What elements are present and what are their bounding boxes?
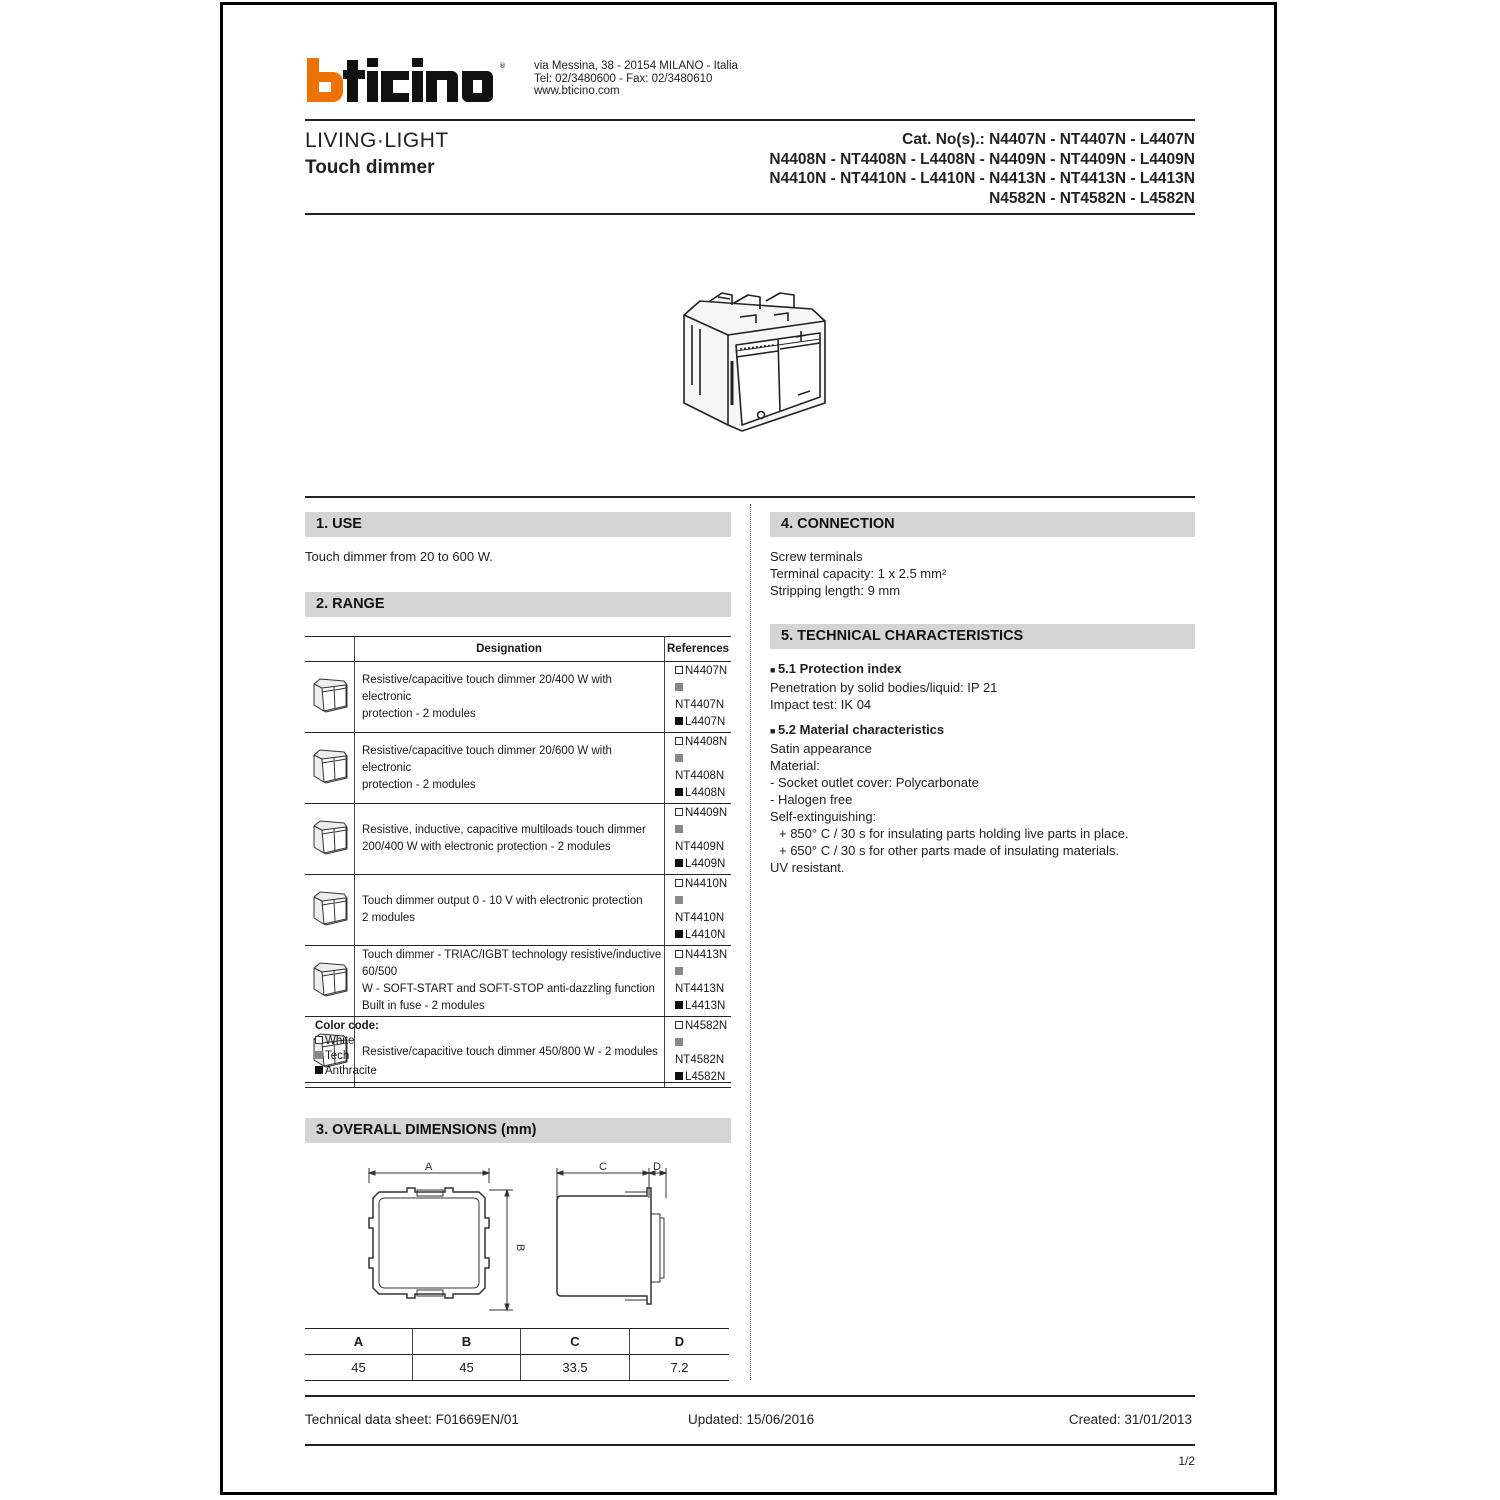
tech-line: Impact test: IK 04 <box>770 697 872 712</box>
dim-header-b: B <box>413 1329 521 1355</box>
dim-value-c: 33.5 <box>521 1355 630 1381</box>
anthracite-swatch-icon <box>675 717 683 725</box>
product-thumbnail-icon <box>306 816 353 856</box>
dimension-drawing <box>355 1158 685 1318</box>
tech-line: UV resistant. <box>770 860 845 875</box>
white-swatch-icon <box>675 879 683 887</box>
dim-header-a: A <box>305 1329 413 1355</box>
connection-line: Terminal capacity: 1 x 2.5 mm² <box>770 566 947 581</box>
anthracite-swatch-icon <box>675 788 683 796</box>
ref-anthracite: L4407N <box>675 714 730 731</box>
tech-line: + 850° C / 30 s for insulating parts holding live parts in place. <box>779 826 1129 841</box>
product-thumbnail-icon <box>306 674 353 714</box>
dim-header-d: D <box>630 1329 730 1355</box>
divider <box>305 213 1195 215</box>
page-number: 1/2 <box>1178 1454 1195 1468</box>
dim-value-a: 45 <box>305 1355 413 1381</box>
subsection-title: ■ 5.2 Material characteristics <box>770 722 945 737</box>
white-swatch-icon <box>675 950 683 958</box>
tech-swatch-icon <box>675 967 683 975</box>
tech-swatch-icon <box>675 825 683 833</box>
ref-tech: NT4408N <box>675 751 730 785</box>
white-swatch-icon <box>675 666 683 674</box>
table-header-row <box>305 1329 729 1355</box>
table-row <box>305 1355 729 1381</box>
product-thumbnail-icon <box>306 958 353 998</box>
white-swatch-icon <box>315 1036 323 1044</box>
connection-line: Stripping length: 9 mm <box>770 583 901 598</box>
product-thumbnail-icon <box>306 745 353 785</box>
connection-line: Screw terminals <box>770 549 863 564</box>
references-header: References <box>665 637 732 662</box>
ref-white: N4409N <box>675 805 730 822</box>
section-range-heading: 2. RANGE <box>305 592 731 617</box>
ref-anthracite: L4409N <box>675 856 730 873</box>
dimensions-table-wrap <box>305 1328 729 1381</box>
legend-white: White <box>315 1034 379 1049</box>
catalog-numbers <box>769 130 1195 208</box>
white-swatch-icon <box>675 737 683 745</box>
ref-anthracite: L4408N <box>675 785 730 802</box>
designation-line: Resistive/capacitive touch dimmer 20/600 W with electronic <box>362 744 612 774</box>
ref-tech: NT4413N <box>675 964 730 998</box>
designation-line: W - SOFT-START and SOFT-STOP anti-dazzling function <box>362 983 655 995</box>
section-use-heading: 1. USE <box>305 512 731 537</box>
ref-white: N4408N <box>675 734 730 751</box>
column-divider <box>750 504 751 1380</box>
tech-line: Penetration by solid bodies/liquid: IP 21 <box>770 680 998 695</box>
phone-line: Tel: 02/3480600 - Fax: 02/3480610 <box>534 72 713 85</box>
tech-swatch-icon <box>675 1038 683 1046</box>
anthracite-swatch-icon <box>675 930 683 938</box>
tech-line: + 650° C / 30 s for other parts made of insulating materials. <box>779 843 1120 858</box>
designation-line: Touch dimmer output 0 - 10 V with electronic protection <box>362 895 643 907</box>
tech-swatch-icon <box>315 1051 323 1059</box>
designation-line: protection - 2 modules <box>362 707 476 720</box>
ref-white: N4582N <box>675 1018 730 1035</box>
divider <box>305 1444 1195 1446</box>
use-text: Touch dimmer from 20 to 600 W. <box>305 549 493 564</box>
designation-line: 2 modules <box>362 912 416 924</box>
bullet-square-icon: ■ <box>770 726 778 736</box>
catno-line: N4408N - NT4408N - L4408N - N4409N - NT4409N - L4409N <box>769 150 1195 168</box>
updated-date: Updated: 15/06/2016 <box>688 1412 815 1427</box>
section-connection-heading: 4. CONNECTION <box>770 512 1195 537</box>
datasheet-number: Technical data sheet: F01669EN/01 <box>305 1412 519 1427</box>
technical-text <box>770 660 1129 876</box>
tech-swatch-icon <box>675 683 683 691</box>
tech-line: Material: <box>770 758 820 773</box>
designation-header: Designation <box>355 637 665 662</box>
table-row <box>305 733 731 804</box>
ref-white: N4410N <box>675 876 730 893</box>
color-code-legend <box>315 1019 379 1079</box>
legend-anthracite: Anthracite <box>315 1064 379 1079</box>
tech-line: - Halogen free <box>770 792 853 807</box>
dim-label-a: A <box>425 1161 433 1173</box>
anthracite-swatch-icon <box>675 1001 683 1009</box>
anthracite-swatch-icon <box>675 859 683 867</box>
designation-line: Touch dimmer - TRIAC/IGBT technology resistive/inductive 60/500 <box>362 949 662 978</box>
svg-text:®: ® <box>499 62 506 70</box>
website-line: www.bticino.com <box>534 85 620 97</box>
tech-swatch-icon <box>675 896 683 904</box>
anthracite-swatch-icon <box>675 1072 683 1080</box>
bticino-logo-icon <box>305 52 525 104</box>
catno-line: Cat. No(s).: N4407N - NT4407N - L4407N <box>902 131 1195 148</box>
designation-line: Resistive/capacitive touch dimmer 450/800 W - 2 modules <box>362 1045 658 1058</box>
dimension-drawing-icon <box>355 1158 685 1318</box>
catno-line: N4410N - NT4410N - L4410N - N4413N - NT4413N - L4413N <box>769 170 1195 187</box>
dim-label-b: B <box>514 1244 526 1252</box>
table-row <box>305 804 731 875</box>
page-title: Touch dimmer <box>305 157 435 178</box>
white-swatch-icon <box>675 1021 683 1029</box>
tech-swatch-icon <box>675 754 683 762</box>
ref-white: N4407N <box>675 663 730 680</box>
divider <box>305 119 1195 121</box>
ref-tech: NT4409N <box>675 822 730 856</box>
designation-line: 200/400 W with electronic protection - 2 modules <box>362 841 611 853</box>
connection-text <box>770 548 946 599</box>
table-row <box>305 946 731 1017</box>
table-row <box>305 662 731 733</box>
dim-header-c: C <box>521 1329 630 1355</box>
divider <box>305 1395 1195 1397</box>
catno-line: N4582N - NT4582N - L4582N <box>989 189 1195 207</box>
divider <box>305 496 1195 498</box>
designation-line: Built in fuse - 2 modules <box>362 1000 485 1012</box>
created-date: Created: 31/01/2013 <box>1068 1412 1192 1427</box>
ref-tech: NT4407N <box>675 680 730 714</box>
color-code-label: Color code: <box>315 1020 379 1032</box>
legend-tech: Tech <box>315 1049 379 1064</box>
dim-value-d: 7.2 <box>630 1355 730 1381</box>
designation-line: protection - 2 modules <box>362 778 476 791</box>
table-header-row <box>305 637 731 662</box>
tech-line: Satin appearance <box>770 741 872 756</box>
brand-name: LIVING·LIGHT <box>305 129 449 152</box>
ref-anthracite: L4582N <box>675 1069 730 1086</box>
ref-anthracite: L4410N <box>675 927 730 944</box>
designation-line: Resistive/capacitive touch dimmer 20/400 W with electronic <box>362 673 612 703</box>
divider <box>305 1082 731 1083</box>
subsection-title: ■ 5.1 Protection index <box>770 661 902 676</box>
ref-tech: NT4410N <box>675 893 730 927</box>
anthracite-swatch-icon <box>315 1066 323 1074</box>
table-row <box>305 875 731 946</box>
white-swatch-icon <box>675 808 683 816</box>
product-thumbnail-icon <box>306 887 353 927</box>
section-dimensions-heading: 3. OVERALL DIMENSIONS (mm) <box>305 1118 731 1143</box>
designation-line: Resistive, inductive, capacitive multiloads touch dimmer <box>362 824 646 836</box>
address-line: via Messina, 38 - 20154 MILANO - Italia <box>534 60 738 72</box>
company-address <box>534 60 738 98</box>
dimensions-table <box>305 1328 729 1381</box>
dim-label-c: C <box>599 1161 607 1173</box>
dim-label-d: D <box>653 1161 661 1173</box>
bullet-square-icon: ■ <box>770 665 778 675</box>
dim-value-b: 45 <box>413 1355 521 1381</box>
ref-tech: NT4582N <box>675 1035 730 1069</box>
section-technical-heading: 5. TECHNICAL CHARACTERISTICS <box>770 624 1195 649</box>
logo <box>305 52 525 104</box>
ref-white: N4413N <box>675 947 730 964</box>
ref-anthracite: L4413N <box>675 998 730 1015</box>
touch-dimmer-icon <box>670 285 840 440</box>
tech-line: - Socket outlet cover: Polycarbonate <box>770 775 979 790</box>
tech-line: Self-extinguishing: <box>770 809 877 824</box>
product-image <box>670 285 840 440</box>
